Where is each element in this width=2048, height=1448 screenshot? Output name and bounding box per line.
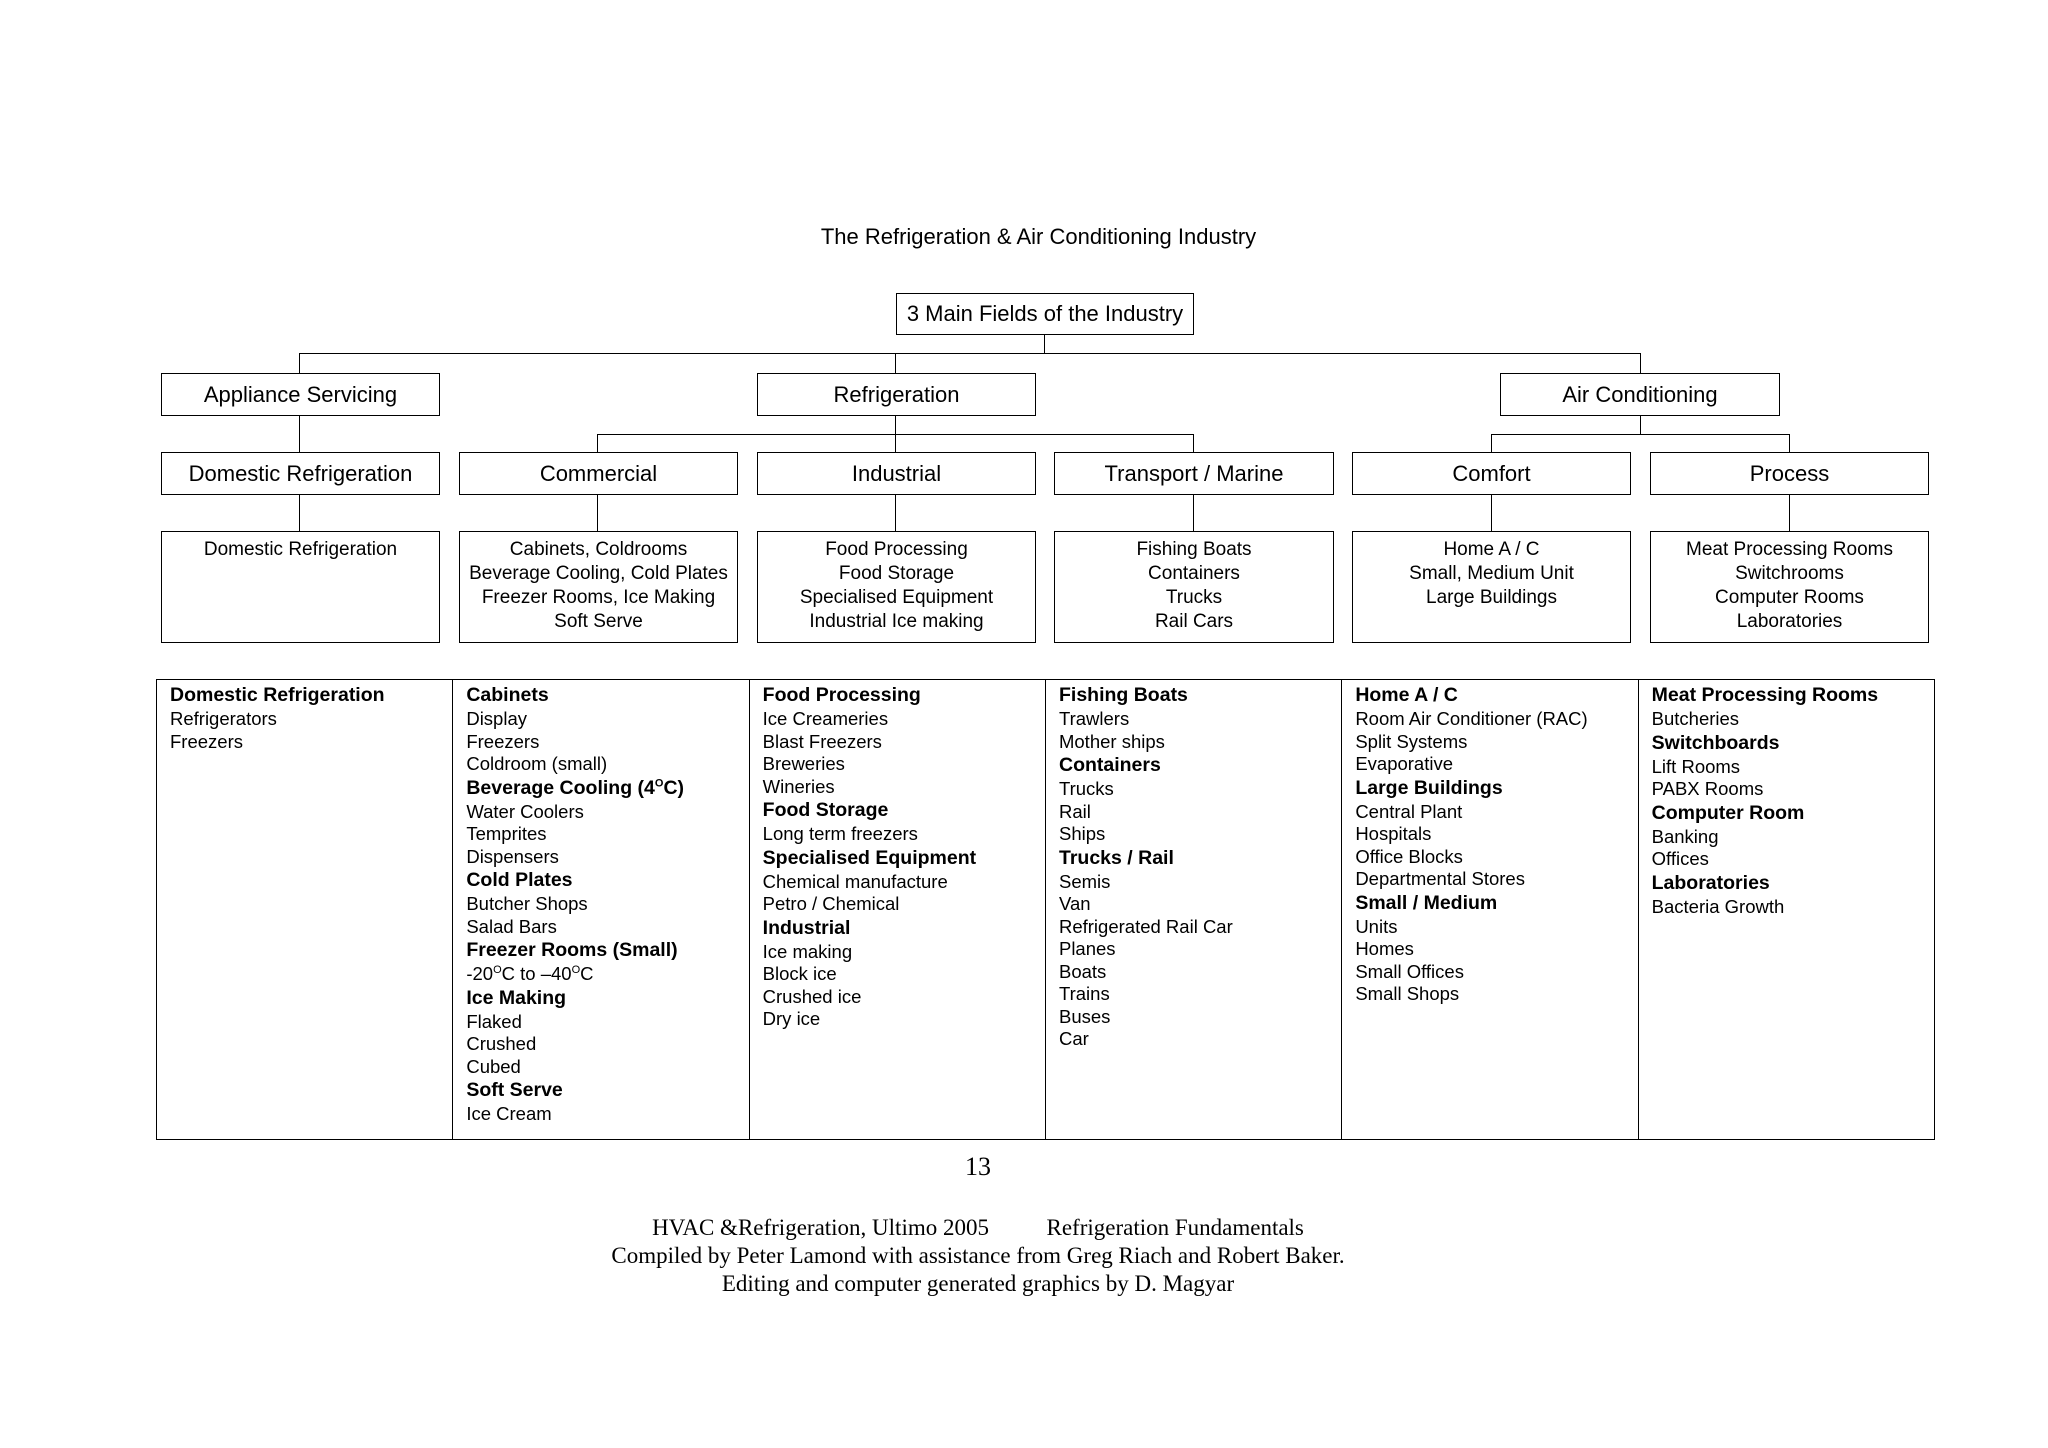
sub-comfort: Comfort — [1352, 452, 1631, 495]
table-heading: Fishing Boats — [1058, 684, 1188, 706]
connector — [597, 494, 598, 531]
connector — [1789, 434, 1790, 452]
table-item: Salad Bars — [466, 915, 557, 937]
table-item: Petro / Chemical — [762, 893, 900, 914]
table-item: Bacteria Growth — [1651, 895, 1785, 917]
table-item: Small Shops — [1355, 983, 1460, 1004]
table-item: Wineries — [762, 775, 835, 797]
table-heading: Switchboards — [1651, 731, 1780, 754]
table-item: Central Plant — [1355, 800, 1463, 822]
table-item: Cubed — [466, 1055, 521, 1077]
table-column-process — [1639, 680, 1934, 1139]
field-refrigeration: Refrigeration — [757, 373, 1036, 416]
footer-right: Refrigeration Fundamentals — [1046, 1215, 1304, 1240]
table-item: Rail — [1058, 800, 1091, 822]
connector — [1193, 434, 1194, 452]
table-heading: Cabinets — [466, 684, 549, 706]
field-appliance-servicing: Appliance Servicing — [161, 373, 440, 416]
table-item: Departmental Stores — [1355, 868, 1525, 889]
table-item: Units — [1355, 915, 1398, 937]
detail-line: Laboratories — [1736, 611, 1843, 632]
detail-comfort — [1352, 531, 1631, 643]
detail-domestic — [161, 531, 440, 643]
table-item: Room Air Conditioner (RAC) — [1355, 708, 1588, 729]
table-item: Ice Creameries — [762, 708, 889, 729]
table-item: Trawlers — [1058, 708, 1130, 729]
detail-line: Beverage Cooling, Cold Plates — [469, 563, 728, 584]
root-node: 3 Main Fields of the Industry — [896, 293, 1194, 335]
sub-process: Process — [1650, 452, 1929, 495]
table-item: Refrigerated Rail Car — [1058, 915, 1233, 937]
table-heading: Home A / C — [1355, 684, 1458, 706]
table-item: $-20^OC$ to $-40^OC$ — [466, 963, 594, 984]
detail-line: Meat Processing Rooms — [1686, 539, 1893, 560]
table-heading: Freezer Rooms (Small) — [466, 939, 678, 961]
page-number: 13 — [965, 1152, 991, 1181]
detail-line: Cabinets, Coldrooms — [509, 539, 688, 560]
footer-line-1 — [0, 1215, 1956, 1241]
connector — [895, 434, 896, 452]
table-item: Small Offices — [1355, 960, 1464, 982]
table-item: Crushed ice — [762, 985, 862, 1007]
sub-industrial: Industrial — [757, 452, 1036, 495]
sub-domestic: Domestic Refrigeration — [161, 452, 440, 495]
detail-line: Home A / C — [1443, 539, 1540, 560]
table-item: Freezers — [170, 730, 243, 752]
detail-line: Computer Rooms — [1715, 587, 1864, 608]
table-heading: Industrial — [762, 916, 851, 939]
detail-line: Trucks — [1165, 587, 1223, 608]
table-heading: Beverage Cooling $(4^OC)$ — [466, 776, 685, 799]
table-item: Boats — [1058, 960, 1107, 982]
table-heading: Meat Processing Rooms — [1651, 684, 1879, 706]
footer-line-3: Editing and computer generated graphics by D. Magyar — [721, 1271, 1235, 1296]
connector — [1491, 494, 1492, 531]
detail-line: Specialised Equipment — [799, 587, 994, 608]
table-column-comfort — [1342, 680, 1638, 1139]
table-item: Dry ice — [762, 1008, 821, 1029]
connector — [895, 415, 896, 435]
table-item: Display — [466, 708, 527, 729]
connector — [895, 494, 896, 531]
detail-line: Food Storage — [838, 563, 955, 584]
table-item: Dispensers — [466, 845, 559, 867]
detail-line: Industrial Ice making — [809, 611, 984, 632]
table-heading: Food Processing — [762, 684, 921, 706]
table-item: Water Coolers — [466, 800, 584, 822]
table-item: Lift Rooms — [1651, 755, 1741, 777]
table-item: Semis — [1058, 870, 1111, 892]
sub-transport-marine: Transport / Marine — [1054, 452, 1334, 495]
connector — [895, 353, 896, 373]
table-heading: Food Storage — [762, 799, 889, 821]
table-item: Banking — [1651, 825, 1719, 847]
table-item: Van — [1058, 893, 1091, 914]
footer-left: HVAC &Refrigeration, Ultimo 2005 — [652, 1215, 989, 1240]
table-item: Buses — [1058, 1005, 1111, 1027]
table-heading: Trucks / Rail — [1058, 846, 1174, 869]
detail-line: Containers — [1148, 563, 1240, 584]
detail-line: Soft Serve — [554, 611, 643, 632]
table-item: Homes — [1355, 938, 1414, 959]
table-item: Hospitals — [1355, 823, 1432, 844]
table-heading: Cold Plates — [466, 869, 573, 891]
connector — [1789, 494, 1790, 531]
table-item: Chemical manufacture — [762, 870, 948, 892]
detail-commercial — [459, 531, 738, 643]
field-air-conditioning: Air Conditioning — [1500, 373, 1780, 416]
table-item: Trucks — [1058, 778, 1114, 799]
connector — [299, 353, 300, 373]
detail-line: Large Buildings — [1426, 587, 1557, 608]
detail-line: Switchrooms — [1735, 563, 1844, 584]
table-column-industrial — [750, 680, 1046, 1139]
detail-line: Domestic Refrigeration — [203, 539, 398, 560]
table-item: Crushed — [466, 1033, 537, 1054]
table-column-transport — [1046, 680, 1342, 1139]
table-item: Split Systems — [1355, 730, 1468, 752]
detail-process — [1650, 531, 1929, 643]
connector — [1640, 353, 1641, 373]
table-item: Mother ships — [1058, 730, 1165, 752]
table-item: Block ice — [762, 963, 837, 984]
table-item: Trains — [1058, 983, 1110, 1004]
table-item: Butcheries — [1651, 708, 1740, 729]
detail-line: Fishing Boats — [1136, 539, 1252, 560]
diagram-title: The Refrigeration & Air Conditioning Industry — [820, 224, 1257, 249]
detail-line: Food Processing — [825, 539, 968, 560]
table-item: Freezers — [466, 730, 540, 752]
table-item: Car — [1058, 1028, 1089, 1049]
table-item: Blast Freezers — [762, 730, 882, 752]
footer-line-2: Compiled by Peter Lamond with assistance from Greg Riach and Robert Baker. — [611, 1243, 1345, 1268]
table-heading: Soft Serve — [466, 1079, 563, 1101]
detail-line: Freezer Rooms, Ice Making — [481, 587, 716, 608]
table-item: Coldroom (small) — [466, 753, 608, 774]
connector — [1640, 415, 1641, 435]
table-heading: Laboratories — [1651, 871, 1770, 894]
connector — [299, 353, 1641, 354]
table-item: Offices — [1651, 848, 1709, 869]
applications-table — [156, 679, 1935, 1140]
connector — [597, 434, 598, 452]
table-item: Temprites — [466, 823, 547, 844]
table-heading: Domestic Refrigeration — [170, 684, 385, 706]
connector — [1193, 494, 1194, 531]
table-item: Ice Cream — [466, 1103, 552, 1124]
table-item: Refrigerators — [170, 708, 277, 729]
detail-transport — [1054, 531, 1334, 643]
connector — [1491, 434, 1492, 452]
table-item: Planes — [1058, 938, 1116, 959]
table-heading: Specialised Equipment — [762, 846, 977, 869]
connector — [299, 494, 300, 531]
connector — [299, 415, 300, 452]
table-heading: Containers — [1058, 754, 1161, 776]
table-item: PABX Rooms — [1651, 778, 1764, 799]
table-column-domestic — [157, 680, 453, 1139]
table-item: Ships — [1058, 823, 1106, 844]
detail-line: Rail Cars — [1154, 611, 1234, 632]
table-item: Flaked — [466, 1010, 522, 1032]
table-item: Breweries — [762, 753, 845, 774]
connector — [1491, 434, 1789, 435]
table-item: Ice making — [762, 940, 853, 962]
connector — [1044, 333, 1045, 353]
table-item: Long term freezers — [762, 823, 918, 844]
table-column-commercial — [453, 680, 749, 1139]
table-item: Office Blocks — [1355, 845, 1463, 867]
detail-industrial — [757, 531, 1036, 643]
detail-line: Small, Medium Unit — [1409, 563, 1574, 584]
table-heading: Small / Medium — [1355, 891, 1498, 914]
table-heading: Large Buildings — [1355, 776, 1503, 799]
sub-commercial: Commercial — [459, 452, 738, 495]
table-heading: Computer Room — [1651, 801, 1805, 824]
table-heading: Ice Making — [466, 986, 567, 1009]
table-item: Evaporative — [1355, 753, 1454, 774]
table-item: Butcher Shops — [466, 893, 588, 914]
